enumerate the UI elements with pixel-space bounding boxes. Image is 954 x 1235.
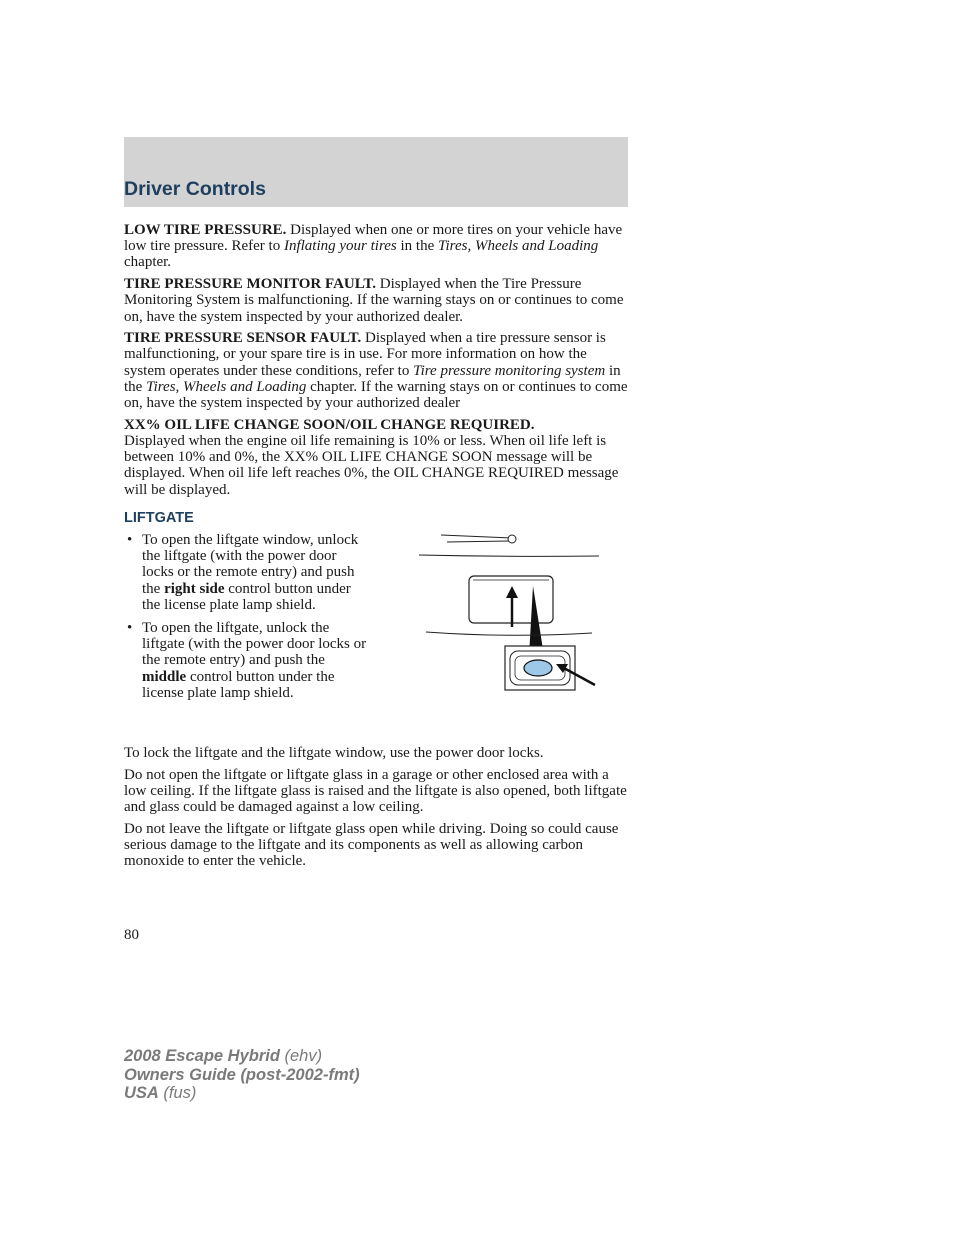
footer-line-2 [124,1066,360,1085]
text: control button under the license plate lamp shield. [142,580,351,613]
lock-paragraph: To lock the liftgate and the liftgate window, use the power door locks. [124,744,544,761]
footer-market: USA [124,1084,159,1102]
footer-model: 2008 Escape Hybrid [124,1047,280,1065]
reference: Inflating your tires [283,238,397,255]
text: in the [124,362,621,395]
emphasis: right side [164,580,225,597]
page-number: 80 [124,927,139,943]
text: Displayed when a tire pressure sensor is malfunctioning, or your spare tire is in use. For more information on how the system operates under these conditions, refer to [124,330,606,379]
emphasis: middle [142,668,187,685]
page-title: Driver Controls [124,178,266,200]
liftgate-block [124,532,628,735]
list-item [124,620,369,701]
bumper-line [426,632,592,635]
text: Displayed when the engine oil life remaining is 10% or less. When oil life left is between 10% and 0%, the XX% OIL LIFE CHANGE SOON message will be displayed. When oil life left reaches 0%, the OIL CHANGE REQUIRED message will be displayed. [124,432,619,498]
list-item [124,532,369,613]
bullet-dot: • [127,531,133,548]
liftgate-heading: LIFTGATE [124,509,194,526]
text: chapter. If the warning stays on or continues to come on, have the system inspected by your authorized dealer [124,378,628,412]
text: Displayed when one or more tires on your vehicle have low tire pressure. Refer to [124,222,623,255]
low-tire-label: LOW TIRE PRESSURE. [124,222,287,238]
liftgate-glass-edge [419,555,599,556]
footer-line-1 [124,1047,360,1066]
text: control button under the license plate lamp shield. [142,668,335,701]
text: To open the liftgate, unlock the liftgate (with the power door locks or the remote entry) and push the [142,619,367,669]
text: chapter. [124,254,172,271]
middle-control-button [524,660,552,676]
text: Displayed when the Tire Pressure Monitoring System is malfunctioning. If the warning stays on or continues to come on, have the system inspected by your authorized dealer. [124,276,624,325]
chapter-reference: Tires, Wheels and Loading [437,238,599,255]
monitor-fault-label: TIRE PRESSURE MONITOR FAULT. [124,276,376,293]
footer-guide: Owners Guide (post-2002-fmt) [124,1065,360,1084]
oil-life-label: XX% OIL LIFE CHANGE SOON/OIL CHANGE REQUIRED. [124,416,535,433]
footer [124,1047,360,1103]
bullet-dot: • [127,619,133,636]
sensor-fault-label: TIRE PRESSURE SENSOR FAULT. [124,330,362,347]
footer-code: (ehv) [279,1047,323,1065]
wiper-icon [441,535,516,543]
reference: Tire pressure monitoring system [413,362,606,379]
low-ceiling-paragraph: Do not open the liftgate or liftgate glass in a garage or other enclosed area with a low ceiling. If the liftgate glass is raised and the liftgate is also opened, both liftgate and glass could be damaged against a low ceiling. [124,766,627,816]
text: in the [396,238,438,255]
liftgate-bullets [124,532,369,708]
oil-life-paragraph [124,417,628,498]
sensor-fault-paragraph [124,330,628,411]
low-tire-pressure-paragraph [124,222,628,271]
footer-code: (fus) [158,1084,197,1102]
content [124,222,628,875]
driving-warning-paragraph: Do not leave the liftgate or liftgate glass open while driving. Doing so could cause serious damage to the liftgate and its components as well as allowing carbon monoxide to enter the vehicle. [124,820,619,870]
header-band [124,137,628,207]
chapter-reference: Tires, Wheels and Loading [146,378,307,395]
monitor-fault-paragraph [124,276,628,325]
text: To open the liftgate window, unlock the liftgate (with the power door locks or the remote entry) and push the [142,531,359,597]
footer-line-3 [124,1084,360,1103]
liftgate-illustration [419,532,604,697]
